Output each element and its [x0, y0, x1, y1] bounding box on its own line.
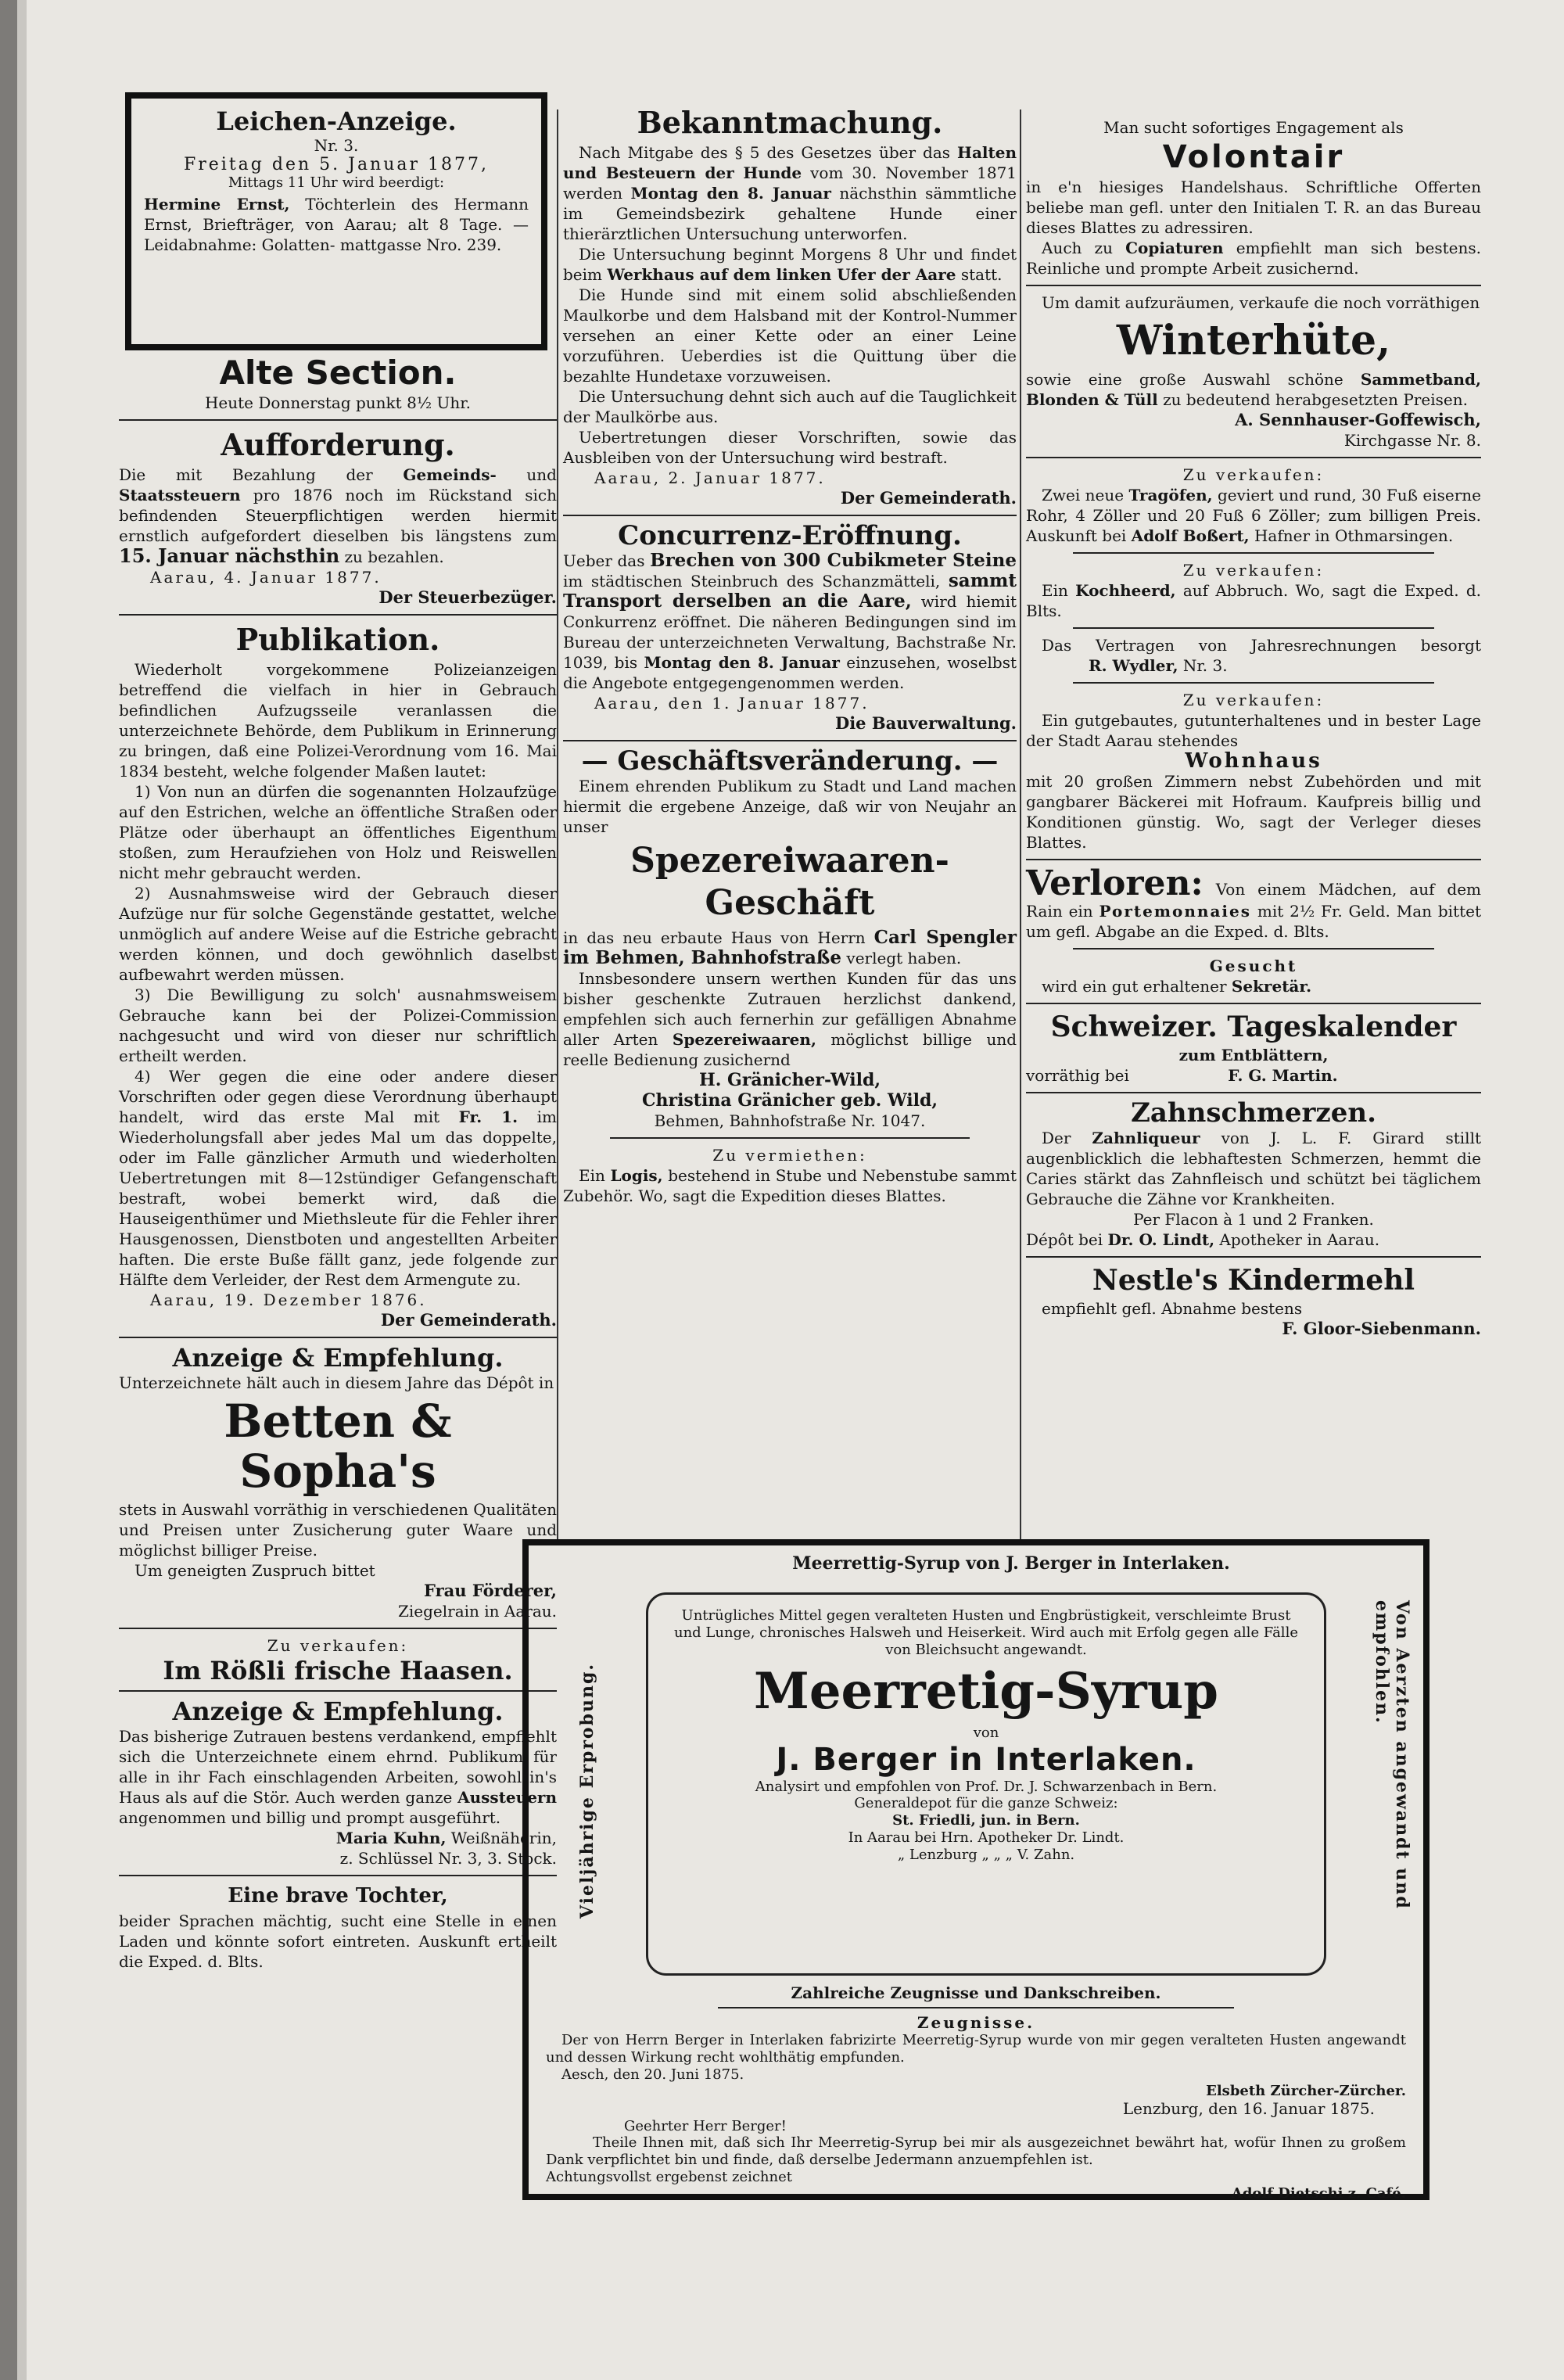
publikation-p2: 2) Ausnahmsweise wird der Gebrauch dieser Aufzüge nur für solche Gegenstände gestattet, welche unmöglich auf andere Weise auf die Estriche gebracht werden können, und doch gewöhnlich daselbst aufbewahrt werden müssen.: [119, 884, 557, 984]
text: vorräthig bei: [1026, 1066, 1129, 1085]
divider: [1073, 682, 1434, 684]
alte-section: [119, 354, 557, 413]
publikation-p4: [119, 1066, 557, 1290]
funeral-name: Hermine Ernst,: [144, 195, 290, 214]
divider: [119, 1628, 557, 1629]
text: bestehend in Stube und Nebenstube sammt Zubehör. Wo, sagt die Expedition dieses Blattes.: [563, 1166, 1017, 1205]
betten-heading: Betten & Sopha's: [224, 1395, 452, 1498]
divider: [563, 515, 1017, 516]
zeugnis2-text: Theile Ihnen mit, daß sich Ihr Meerretig-Syrup bei mir als ausgezeichnet bewährt hat, wofür Ihnen zu großem Dank verpflichtet bin und finde, daß derselbe Jedermann anzuempfehlen ist.: [546, 2134, 1406, 2168]
text: statt.: [960, 265, 1003, 284]
place-date: Aarau, den 1. Januar 1877.: [594, 694, 870, 713]
syrup-heading: Meerretig-Syrup: [753, 1662, 1219, 1721]
volontair-heading: Volontair: [1162, 139, 1345, 175]
text: Von einem Mädchen, auf dem Rain ein: [1026, 880, 1482, 921]
bekannt-text4: Die Untersuchung dehnt sich auch auf die Tauglichkeit der Maulkörbe aus.: [563, 387, 1017, 426]
divider: [1073, 627, 1434, 629]
volontair-text1: Man sucht sofortiges Engagement als: [1103, 118, 1404, 137]
place-date: Aarau, 2. Januar 1877.: [594, 468, 826, 487]
divider: [119, 1337, 557, 1338]
funeral-notice: [125, 92, 547, 350]
column-rule: [557, 109, 558, 1541]
signature: F. Gloor-Siebenmann.: [1282, 1319, 1481, 1338]
verloren-ad: [1026, 863, 1482, 942]
winter-text2: [1026, 369, 1481, 410]
aufforderung: [119, 427, 557, 608]
bold-text: Fr. 1.: [458, 1107, 518, 1126]
text: Ein: [1042, 581, 1068, 600]
zeugnis1-text: Der von Herrn Berger in Interlaken fabrizirte Meerretig-Syrup wurde von mir gegen veralteten Husten angewandt und dessen Wirkung recht wohlthätig empfunden.: [546, 2032, 1406, 2066]
middle-column: [563, 102, 1017, 1211]
wohnhaus-ad: [1026, 690, 1481, 853]
aufforderung-text: [119, 465, 557, 567]
zahnschmerzen-ad: [1026, 1097, 1482, 1250]
bold-text: Brechen von 300 Cubikmeter Steine: [650, 550, 1017, 571]
syrup-text5: In Aarau bei Hrn. Apotheker Dr. Lindt.: [848, 1829, 1125, 1846]
geschaeft-text2: [563, 928, 1017, 968]
bold-text: Spezereiwaaren,: [672, 1030, 816, 1049]
text: wird hiemit Conkurrenz eröffnet. Die näheren Bedingungen sind im Bureau der unterzeichneten Verwaltung, Bachstraße Nr. 1039, bis: [563, 592, 1017, 672]
geschaeft-text: Einem ehrenden Publikum zu Stadt und Land machen hiermit die ergebene Anzeige, daß wir von Neujahr an unser: [563, 777, 1017, 836]
text: pro 1876 noch im Rückstand sich befindenden Steuerpflichtigen werden hiermit ernstlich aufgefordert dieselben bis längstens zum: [119, 486, 557, 545]
syrup-frame: [646, 1592, 1326, 1976]
bold-text: Carl Spengler im Behmen, Bahnhofstraße: [563, 927, 1017, 968]
syrup-text4: St. Friedli, jun. in Bern.: [892, 1812, 1080, 1829]
signature: R. Wydler,: [1089, 656, 1178, 675]
nestle-ad: [1026, 1264, 1481, 1339]
publikation-intro: Wiederholt vorgekommene Polizeianzeigen betreffend die vielfach in hier in Gebrauch befindlichen Aufzugsseile veranlassen die unterzeichnete Behörde, dem Publikum in Erinnerung zu bringen, daß eine Polizei-Verordnung vom 16. Mai 1834 besteht, welche folgender Maßen lautet:: [119, 660, 557, 781]
gesucht-text: [1026, 976, 1481, 996]
funeral-text: [144, 194, 529, 255]
volontair-ad: [1026, 117, 1481, 278]
publikation-p3: 3) Die Bewilligung zu solch' ausnahmsweisem Gebrauche kann bei der Polizei-Commission nachgesucht und wird von dieser nur schriftlich ertheilt werden.: [119, 985, 557, 1065]
text: zu bedeutend herabgesetzten Preisen.: [1163, 390, 1468, 409]
divider: [1026, 1003, 1481, 1004]
text: Das Vertragen von Jahresrechnungen besorgt: [1042, 636, 1481, 655]
spezerei-heading: Spezereiwaaren-Geschäft: [630, 841, 949, 923]
tragoefen-text: [1026, 485, 1481, 546]
signature: Der Gemeinderath.: [840, 488, 1017, 508]
syrup-text1: Untrügliches Mittel gegen veralteten Husten und Engbrüstigkeit, verschleimte Brust und Lunge, chronisches Halsweh und Heiserkeit. Wird auch mit Erfolg gegen alle Fälle von Bleichsucht angewandt.: [674, 1607, 1298, 1658]
column-rule: [1020, 109, 1021, 1541]
concurrenz-title: Concurrenz-Eröffnung.: [618, 520, 962, 551]
divider: [1026, 1092, 1481, 1093]
text: Apotheker in Aarau.: [1219, 1230, 1380, 1249]
haasen-ad: [119, 1635, 557, 1684]
text: 4) Wer gegen die eine oder andere dieser Vorschriften oder gegen diese Verordnung überhaupt handelt, wird das erste Mal mit: [119, 1067, 557, 1126]
text: Innsbesondere unsern werthen Kunden für das uns bisher geschenkte Zutrauen herzlichst dankend, empfehlen sich auch fernerhin zur gefälligen Abnahme aller Arten: [563, 969, 1017, 1049]
signature: Der Steuerbezüger.: [378, 587, 557, 607]
text: empfiehlt man sich bestens. Reinliche und prompte Arbeit zusichernd.: [1026, 239, 1482, 278]
signature: A. Sennhauser-Goffewisch,: [1235, 410, 1481, 429]
bold-text: Logis,: [610, 1166, 663, 1185]
syrup-zeugnisse: Zeugnisse.: [917, 2013, 1035, 2032]
volontair-text3: [1026, 238, 1481, 278]
signature: Der Gemeinderath.: [380, 1310, 557, 1330]
funeral-rest4: mattgasse Nro. 239.: [339, 235, 502, 254]
anzeige-title: Anzeige & Empfehlung.: [172, 1343, 504, 1373]
wohnhaus-heading: Wohnhaus: [1185, 749, 1322, 773]
signature: Maria Kuhn,: [335, 1829, 447, 1847]
funeral-time: Mittags 11 Uhr wird beerdigt:: [228, 174, 445, 191]
anzeige-title: Anzeige & Empfehlung.: [172, 1696, 504, 1726]
divider: [119, 614, 557, 616]
geschaeft-text3: [563, 968, 1017, 1070]
text: nächsthin sämmtliche im Gemeindsbezirk gehaltene Hunde einer thierärztlichen Untersuchung unterworfen.: [563, 184, 1017, 243]
logis-sub: Zu vermiethen:: [712, 1146, 867, 1165]
bold-text: Adolf Boßert,: [1131, 526, 1250, 545]
alte-title: Alte Section.: [219, 354, 457, 392]
text: von J. L. F. Girard stillt augenblicklich die lebhaftesten Schmerzen, hemmt die Caries stärkt das Zahnfleisch und schützt bei täglichem Gebrauche die Zähne vor Krankheiten.: [1026, 1129, 1482, 1208]
wohnhaus-sub: Zu verkaufen:: [1182, 691, 1325, 709]
text: wird ein gut erhaltener: [1042, 977, 1227, 996]
bekannt-text5: Uebertretungen dieser Vorschriften, sowie das Ausbleiben von der Untersuchung wird bestraft.: [563, 428, 1017, 467]
bold-text: Kochheerd,: [1075, 581, 1176, 600]
funeral-rest1: Töchterlein des Hermann: [305, 195, 529, 214]
text: Nach Mitgabe des § 5 des Gesetzes über das: [579, 143, 951, 162]
zahn-text: [1026, 1128, 1481, 1209]
address: Ziegelrain in Aarau.: [397, 1602, 557, 1621]
profession: Weißnäherin,: [450, 1829, 557, 1847]
funeral-rest3: 8 Tage. — Leidabnahme: Golatten-: [144, 215, 529, 254]
text: möglichst billige und reelle Bedienung zusichernd: [563, 1030, 1017, 1069]
bold-text: Montag den 8. Januar: [630, 184, 831, 203]
volontair-text2: in e'n hiesiges Handelshaus. Schriftliche Offerten beliebe man gefl. unter den Initialen T. R. an das Bureau dieses Blattes zu adressiren.: [1026, 178, 1481, 237]
text: mit 2½ Fr. Geld. Man bittet um gefl. Abgabe an die Exped. d. Blts.: [1026, 902, 1482, 941]
bold-text: Copiaturen: [1125, 239, 1224, 257]
kochheerd-text: [1026, 580, 1481, 621]
text: Zwei neue: [1042, 486, 1125, 504]
text: Der: [1042, 1129, 1071, 1147]
zahn-title: Zahnschmerzen.: [1131, 1097, 1376, 1129]
tochter-title: Eine brave Tochter,: [228, 1884, 448, 1908]
divider: [1026, 285, 1481, 286]
signature: Die Bauverwaltung.: [834, 713, 1017, 733]
text: angenommen und billig und prompt ausgeführt.: [119, 1808, 501, 1827]
anzeige-text3: Um geneigten Zuspruch bittet: [135, 1561, 375, 1580]
logis-text: [563, 1165, 1017, 1206]
right-column: [1026, 117, 1481, 1344]
funeral-title: Leichen-Anzeige.: [216, 106, 457, 136]
zahn-depot: [1026, 1229, 1481, 1250]
text: auf Abbruch. Wo, sagt die Exped. d. Blts.: [1026, 581, 1481, 620]
bold-text: sammt Transport derselben an die Aare,: [563, 570, 1017, 612]
tochter-ad: [119, 1883, 557, 1972]
text: Das bisherige Zutrauen bestens verdankend, empfiehlt sich die Unterzeichnete einem ehrnd. Publikum für alle in ihr Fach einschlagenden Arbeiten, sowohl in's Haus als auf die Stör. Auch werden ganze: [119, 1727, 557, 1807]
place-date: Aarau, 4. Januar 1877.: [150, 568, 382, 587]
address: Nr. 3.: [1182, 656, 1228, 675]
haasen-sub: Zu verkaufen:: [267, 1636, 409, 1655]
concurrenz: [563, 522, 1017, 734]
tragoefen-ad: [1026, 465, 1481, 546]
winter-heading: Winterhüte,: [1116, 317, 1391, 364]
zahn-price: Per Flacon à 1 und 2 Franken.: [1133, 1210, 1374, 1229]
bold-text: Werkhaus auf dem linken Ufer der Aare: [607, 265, 956, 284]
haasen-title: Im Rößli frische Haasen.: [163, 1656, 513, 1685]
bold-text: Sammetband, Blonden & Tüll: [1026, 370, 1481, 409]
text: und: [526, 465, 557, 484]
text: vom 30. November 1871 werden: [563, 163, 1017, 203]
text: im Wiederholungsfall aber jedes Mal um das doppelte, oder im Falle gänzlicher Armuth und wiederholten Uebertretungen mit 8—12stündiger Gefangenschaft bestraft, wobei bemerkt wird, daß die Hauseigenthümer und Miethsleute für die Fehler ihrer Hausgenossen, Dienstboten und angestellten Arbeiter haften. Die erste Buße fällt ganz, jede folgende zur Hälfte dem Verleider, der Rest dem Armengute zu.: [119, 1107, 558, 1289]
nestle-title: Nestle's Kindermehl: [1092, 1264, 1415, 1297]
bold-text: Sekretär.: [1231, 977, 1312, 996]
bold-text: Halten und Besteuern der Hunde: [563, 143, 1017, 182]
geschaeftsveraenderung: [563, 745, 1017, 1131]
signature: Christina Gränicher geb. Wild,: [641, 1090, 938, 1111]
publikation-title: Publikation.: [235, 622, 440, 657]
funeral-date: Freitag den 5. Januar 1877,: [184, 155, 489, 174]
bold-text: Gemeinds-: [403, 465, 497, 484]
bold-text: Staatssteuern: [119, 486, 241, 504]
text: Ein: [579, 1166, 605, 1185]
bekannt-text: [563, 142, 1017, 244]
verloren-heading: Verloren:: [1026, 863, 1203, 903]
publikation-p1: 1) Von nun an dürfen die sogenannten Holzaufzüge auf den Estrichen, welche an öffentliche Straßen oder Plätze oder überhaupt an öffentliches Eigenthum stoßen, zum Heraufziehen von Holz und Reiswellen nicht mehr gebraucht werden.: [119, 782, 557, 882]
zeugnis2-end: Achtungsvollst ergebenst zeichnet: [546, 2169, 792, 2185]
syrup-maker: J. Berger in Interlaken.: [776, 1742, 1196, 1778]
zeugnis2-greeting: Geehrter Herr Berger!: [624, 2118, 787, 2134]
address: Kirchgasse Nr. 8.: [1343, 431, 1481, 450]
tochter-text: beider Sprachen mächtig, sucht eine Stelle in einen Laden und könnte sofort eintreten. Auskunft ertheilt die Exped. d. Blts.: [119, 1912, 557, 1971]
anzeige-text: [119, 1726, 557, 1828]
divider: [1026, 457, 1481, 458]
nestle-text: empfiehlt gefl. Abnahme bestens: [1042, 1299, 1303, 1318]
anzeige-text2: stets in Auswahl vorräthig in verschiedenen Qualitäten und Preisen unter Zusicherung guter Waare und möglichst billiger Preise.: [119, 1500, 557, 1560]
divider: [610, 1137, 970, 1139]
divider: [119, 419, 557, 421]
kalender-sub: zum Entblättern,: [1178, 1046, 1329, 1064]
text: einzusehen, woselbst die Angebote entgegengenommen werden.: [563, 653, 1017, 692]
text: sowie eine große Auswahl schöne: [1026, 370, 1343, 389]
kalender-ad: [1026, 1011, 1481, 1086]
text: Auch zu: [1042, 239, 1113, 257]
bold-text: Dr. O. Lindt,: [1107, 1230, 1215, 1249]
bold-text: Zahnliqueur: [1092, 1129, 1200, 1147]
alte-text: Heute Donnerstag punkt 8½ Uhr.: [204, 393, 471, 412]
kalender-title: Schweizer. Tageskalender: [1050, 1011, 1457, 1043]
funeral-nr: Nr. 3.: [314, 136, 359, 155]
divider: [1026, 1256, 1481, 1258]
divider: [1026, 859, 1481, 860]
syrup-header: Meerrettig-Syrup von J. Berger in Interlaken.: [792, 1553, 1230, 1574]
zeugnis2-place: Lenzburg, den 16. Januar 1875.: [1122, 2099, 1375, 2118]
wohnhaus-text2: mit 20 großen Zimmern nebst Zubehörden und mit gangbarer Bäckerei mit Hofraum. Kaufpreis billig und Konditionen günstig. Wo, sagt der Verleger dieses Blattes.: [1026, 772, 1481, 852]
syrup-zahlreich: Zahlreiche Zeugnisse und Dankschreiben.: [791, 1983, 1161, 2002]
text: Die mit Bezahlung der: [119, 465, 373, 484]
divider: [718, 2007, 1234, 2008]
bold-text: Aussteuern: [457, 1788, 557, 1807]
syrup-text2: Analysirt und empfohlen von Prof. Dr. J. Schwarzenbach in Bern.: [755, 1779, 1218, 1795]
divider: [563, 740, 1017, 741]
syrup-text6: „ Lenzburg „ „ „ V. Zahn.: [897, 1847, 1075, 1863]
text: Hafner in Othmarsingen.: [1254, 526, 1454, 545]
jahres-text: [1026, 635, 1481, 676]
address: Behmen, Bahnhofstraße Nr. 1047.: [654, 1111, 926, 1130]
jahresrechnungen-ad: [1026, 635, 1481, 676]
logis-ad: [563, 1145, 1017, 1206]
bold-text: Portemonnaies: [1099, 902, 1252, 921]
syrup-left-vertical: Vieljährige Erprobung.: [577, 1663, 597, 1919]
concurrenz-text: [563, 551, 1017, 693]
publikation: [119, 622, 557, 1330]
anzeige-betten: [119, 1344, 557, 1621]
syrup-bottom: [546, 1983, 1406, 2202]
zeugnis1-signature: Elsbeth Zürcher-Zürcher.: [1206, 2083, 1406, 2099]
winterhuete-ad: [1026, 293, 1481, 451]
kochheerd-sub: Zu verkaufen:: [1182, 561, 1325, 580]
zeugnis1-place: Aesch, den 20. Juni 1875.: [561, 2066, 744, 2083]
divider: [1073, 948, 1434, 949]
bekannt-text2: [563, 244, 1017, 285]
bold-text: 15. Januar nächsthin: [119, 544, 340, 567]
geschaeft-title: — Geschäftsveränderung. —: [581, 745, 999, 777]
anzeige-kuhn: [119, 1698, 557, 1868]
aufforderung-title: Aufforderung.: [221, 427, 455, 462]
signature: F. G. Martin.: [1228, 1066, 1338, 1085]
signature: H. Gränicher-Wild,: [698, 1070, 881, 1090]
tragoefen-sub: Zu verkaufen:: [1182, 465, 1325, 484]
kalender-line: [1026, 1065, 1481, 1086]
place-date: Aarau, 19. Dezember 1876.: [150, 1291, 427, 1309]
syrup-von: von: [973, 1725, 999, 1741]
text: verlegt haben.: [846, 949, 962, 967]
syrup-advertisement: [522, 1539, 1429, 2200]
address: z. Schlüssel Nr. 3, 3. Stock.: [339, 1849, 557, 1868]
text: Dépôt bei: [1026, 1230, 1103, 1249]
zeugnis2-signature: Adolf Dietschi z. Café.: [1231, 2185, 1406, 2202]
bold-text: Montag den 8. Januar: [644, 653, 840, 672]
left-column: [119, 354, 557, 1976]
signature-line: [119, 1828, 557, 1848]
text: zu bezahlen.: [344, 547, 444, 566]
bekannt-title: Bekanntmachung.: [637, 105, 943, 140]
bekannt-text3: Die Hunde sind mit einem solid abschließenden Maulkorbe und dem Halsband mit der Kontrol-Nummer versehen an einer Kette oder an einer Leine vorzuführen. Ueberdies ist die Quittung über die bezahlte Hundetaxe vorzuweisen.: [563, 285, 1017, 386]
divider: [119, 1875, 557, 1876]
text: in das neu erbaute Haus von Herrn: [563, 928, 866, 947]
winter-text1: Um damit aufzuräumen, verkaufe die noch vorräthigen: [1042, 293, 1480, 312]
bekanntmachung: [563, 105, 1017, 508]
bold-text: Tragöfen,: [1128, 486, 1213, 504]
syrup-text3: Generaldepot für die ganze Schweiz:: [854, 1795, 1118, 1811]
syrup-right-vertical: Von Aerzten angewandt und empfohlen.: [1372, 1600, 1412, 1910]
wohnhaus-text1: Ein gutgebautes, gutunterhaltenes und in bester Lage der Stadt Aarau stehendes: [1026, 711, 1481, 750]
verloren-text: [1026, 863, 1482, 942]
divider: [1073, 552, 1434, 554]
text: Ueber das: [563, 551, 645, 570]
text: Die Untersuchung beginnt Morgens 8 Uhr und findet beim: [563, 245, 1017, 284]
gesucht-sub: Gesucht: [1209, 957, 1298, 975]
text: geviert und rund, 30 Fuß eiserne Rohr, 4 Zöller und 20 Fuß 6 Zöller; zum billigen Preis. Auskunft bei: [1026, 486, 1482, 545]
divider: [119, 1690, 557, 1692]
kochheerd-ad: [1026, 560, 1481, 621]
text: im städtischen Steinbruch des Schanzmätteli,: [563, 572, 941, 591]
anzeige-text: Unterzeichnete hält auch in diesem Jahre das Dépôt in: [119, 1373, 554, 1392]
signature: Frau Förderer,: [424, 1581, 557, 1600]
funeral-rest2: Ernst, Briefträger, von Aarau; alt: [144, 215, 429, 234]
gesucht-ad: [1026, 956, 1481, 996]
